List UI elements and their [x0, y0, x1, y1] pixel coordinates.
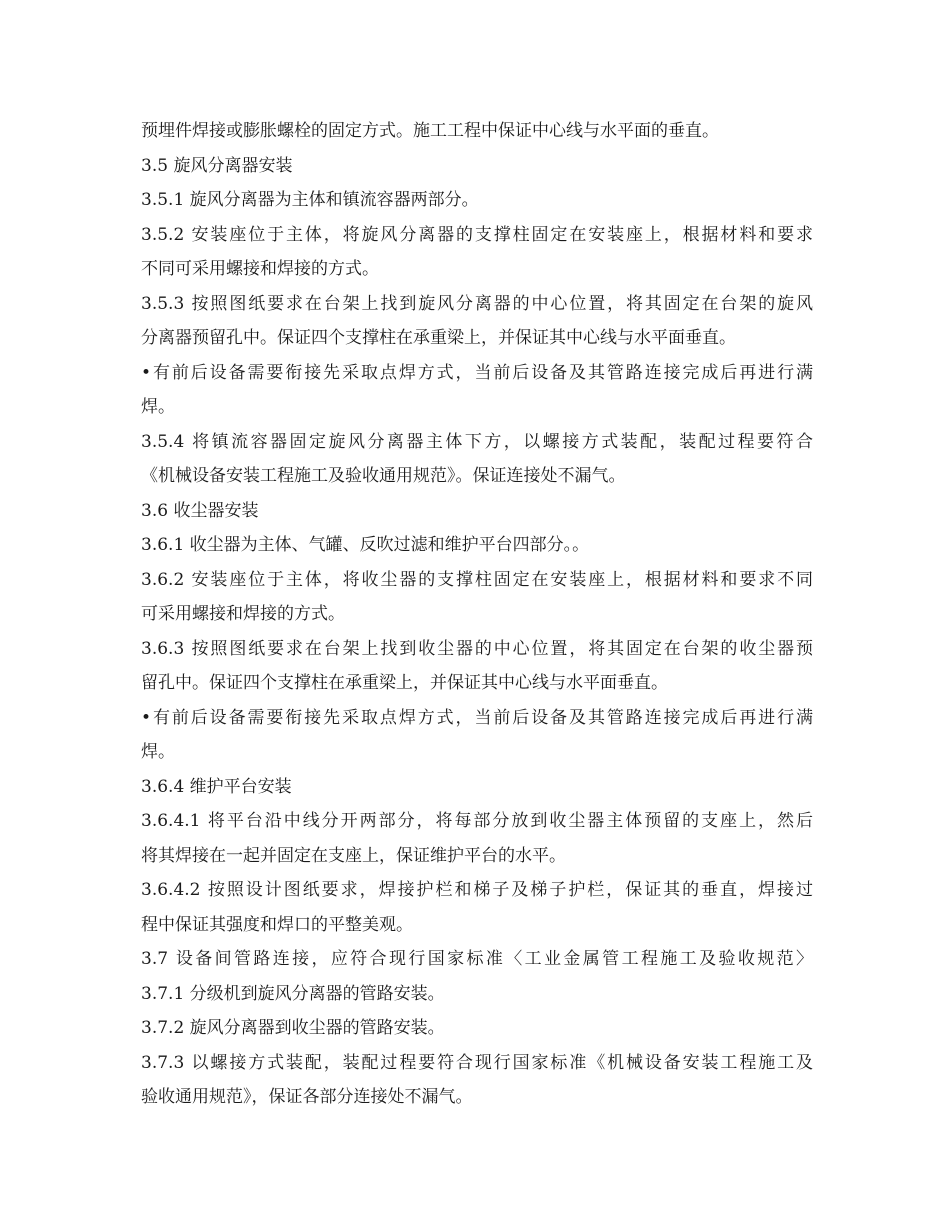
section-heading-3-7: 3.7 设备间管路连接，应符合现行国家标准〈工业金属管工程施工及验收规范〉 [141, 949, 813, 969]
text-line: 3.7.1 分级机到旋风分离器的管路安装。 [141, 983, 445, 1004]
text-line: 《机械设备安装工程施工及验收通用规范》。保证连接处不漏气。 [141, 466, 626, 486]
text-line: 3.6.1 收尘器为主体、气罐、反吹过滤和维护平台四部分。。 [141, 535, 590, 555]
text-line: 3.5.3 按照图纸要求在台架上找到旋风分离器的中心位置，将其固定在台架的旋风 [141, 293, 813, 314]
subsection-heading-3-6-4: 3.6.4 维护平台安装 [141, 776, 292, 797]
document-body [141, 114, 813, 1115]
text-line: 3.6.4.1 将平台沿中线分开两部分，将每部分放到收尘器主体预留的支座上，然后 [141, 811, 813, 831]
bullet-line: •有前后设备需要衔接先采取点焊方式，当前后设备及其管路连接完成后再进行满 [141, 707, 813, 728]
text-line: 焊。 [141, 397, 175, 417]
text-line: 3.6.3 按照图纸要求在台架上找到收尘器的中心位置，将其固定在台架的收尘器预 [141, 638, 813, 659]
text-line: 分离器预留孔中。保证四个支撑柱在承重梁上，并保证其中心线与水平面垂直。 [141, 328, 736, 348]
text-line: 程中保证其强度和焊口的平整美观。 [141, 914, 413, 935]
text-line: 3.5.4 将镇流容器固定旋风分离器主体下方，以螺接方式装配，装配过程要符合 [141, 431, 813, 452]
section-heading-3-5: 3.5 旋风分离器安装 [141, 155, 293, 176]
text-line: 3.5.1 旋风分离器为主体和镇流容器两部分。 [141, 190, 479, 210]
text-line: 3.7.2 旋风分离器到收尘器的管路安装。 [141, 1018, 445, 1038]
section-heading-3-6: 3.6 收尘器安装 [141, 500, 259, 521]
text-line: 将其焊接在一起并固定在支座上，保证维护平台的水平。 [141, 845, 566, 866]
text-line: 3.7.3 以螺接方式装配，装配过程要符合现行国家标准《机械设备安装工程施工及 [141, 1052, 813, 1073]
text-line: 可采用螺接和焊接的方式。 [141, 604, 345, 624]
text-line: 不同可采用螺接和焊接的方式。 [141, 259, 379, 279]
text-line: 焊。 [141, 742, 175, 762]
text-line: 3.6.4.2 按照设计图纸要求，焊接护栏和梯子及梯子护栏，保证其的垂直，焊接过 [141, 880, 813, 900]
text-line: 3.5.2 安装座位于主体，将旋风分离器的支撑柱固定在安装座上，根据材料和要求 [141, 224, 813, 245]
text-line: 留孔中。保证四个支撑柱在承重梁上，并保证其中心线与水平面垂直。 [141, 673, 668, 693]
text-line: 预埋件焊接或膨胀螺栓的固定方式。施工工程中保证中心线与水平面的垂直。 [141, 121, 719, 141]
bullet-line: •有前后设备需要衔接先采取点焊方式，当前后设备及其管路连接完成后再进行满 [141, 362, 813, 383]
text-line: 验收通用规范》，保证各部分连接处不漏气。 [141, 1087, 473, 1107]
text-line: 3.6.2 安装座位于主体，将收尘器的支撑柱固定在安装座上，根据材料和要求不同 [141, 569, 813, 590]
